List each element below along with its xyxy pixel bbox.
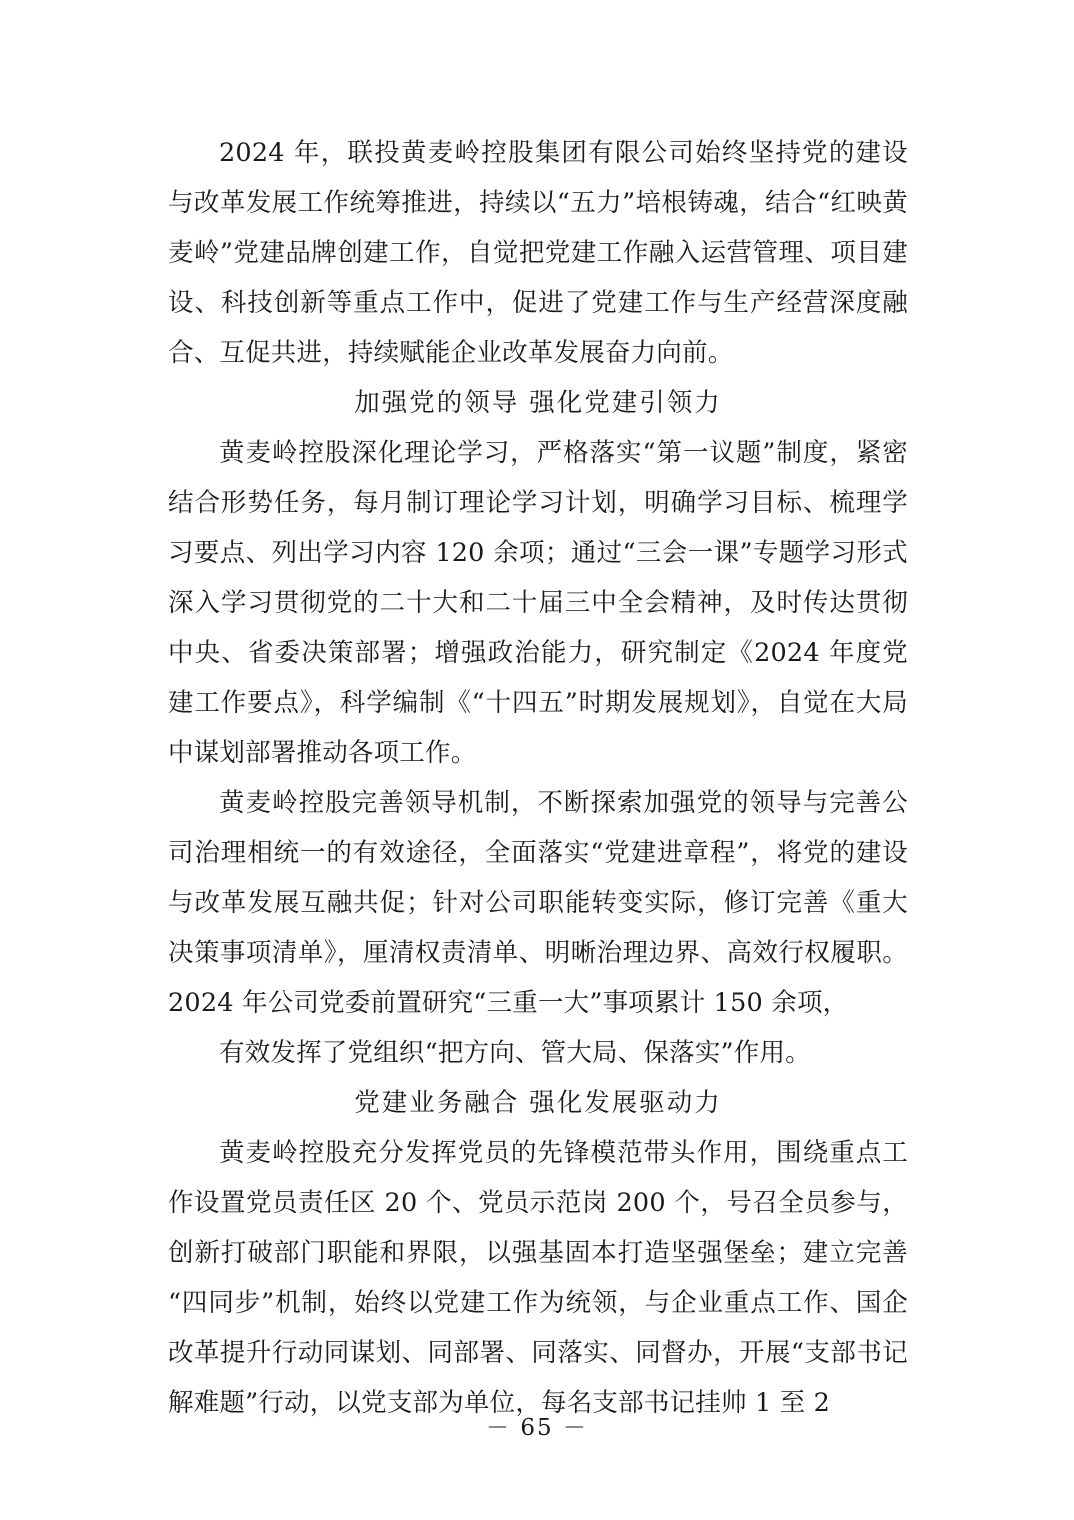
paragraph-intro: 2024 年，联投黄麦岭控股集团有限公司始终坚持党的建设与改革发展工作统筹推进，持续以“五力”培根铸魂，结合“红映黄麦岭”党建品牌创建工作，自觉把党建工作融入运营管理、项目建设、科技创新等重点工作中，促进了党建工作与生产经营深度融合、互促共进，持续赋能企业改革发展奋力向前。: [168, 138, 908, 368]
paragraph-leadership-mechanism: 黄麦岭控股完善领导机制，不断探索加强党的领导与完善公司治理相统一的有效途径，全面落实“党建进章程”，将党的建设与改革发展互融共促；针对公司职能转变实际，修订完善《重大决策事项清单》，厘清权责清单、明晰治理边界、高效行权履职。2024 年公司党委前置研究“三重一大”事项累计 150 余项，: [168, 788, 908, 1018]
page-number: － 65 －: [486, 1415, 588, 1441]
paragraph-theory-study: 黄麦岭控股深化理论学习，严格落实“第一议题”制度，紧密结合形势任务，每月制订理论学习计划，明确学习目标、梳理学习要点、列出学习内容 120 余项；通过“三会一课”专题学习形式深入学习贯彻党的二十大和二十届三中全会精神，及时传达贯彻中央、省委决策部署；增强政治能力，研究制定《2024 年度党建工作要点》，科学编制《“十四五”时期发展规划》，自觉在大局中谋划部署推动各项工作。: [168, 438, 908, 768]
paragraph-member-vanguard: 黄麦岭控股充分发挥党员的先锋模范带头作用，围绕重点工作设置党员责任区 20 个、党员示范岗 200 个，号召全员参与，创新打破部门职能和界限，以强基固本打造坚强堡垒；建立完善“四同步”机制，始终以党建工作为统领，与企业重点工作、国企改革提升行动同谋划、同部署、同落实、同督办，开展“支部书记解难题”行动，以党支部为单位，每名支部书记挂帅 1 至 2: [168, 1138, 908, 1418]
document-body: [168, 128, 908, 1428]
section-heading-business-integration: 党建业务融合 强化发展驱动力: [354, 1088, 722, 1118]
paragraph-party-organization-role: 有效发挥了党组织“把方向、管大局、保落实”作用。: [219, 1038, 811, 1068]
section-heading-party-leadership: 加强党的领导 强化党建引领力: [354, 388, 722, 418]
